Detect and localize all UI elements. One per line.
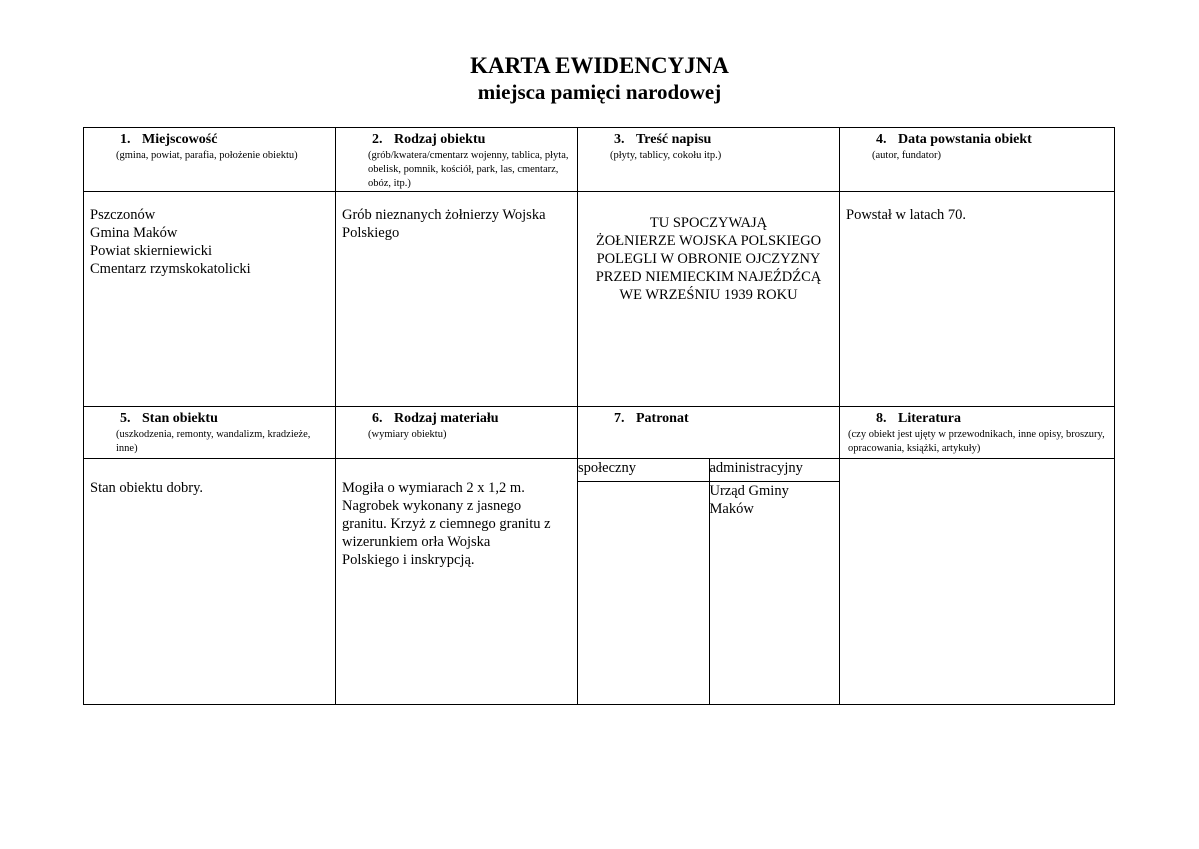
patronage-subtable <box>578 459 840 704</box>
location-line: Gmina Maków <box>90 225 178 241</box>
inscription-line: TU SPOCZYWAJĄ <box>649 215 768 231</box>
condition-cell <box>84 459 336 705</box>
inscription-line: PRZED NIEMIECKIM NAJEŹDŹCĄ <box>595 269 822 285</box>
header-location-hint: (gmina, powiat, parafia, położenie obiektu) <box>116 150 298 161</box>
header-creation-date-hint: (autor, fundator) <box>872 150 941 161</box>
material-line: granitu. Krzyż z ciemnego granitu z <box>342 516 551 532</box>
header-material: 6. Rodzaj materiału (wymiary obiektu) <box>336 407 578 459</box>
inscription-line: POLEGLI W OBRONIE OJCZYZNY <box>596 251 821 267</box>
material-line: wizerunkiem orła Wojska <box>342 534 491 550</box>
material-cell <box>336 459 578 705</box>
header-object-type-hint: (grób/kwatera/cmentarz wojenny, tablica, płyta, obelisk, pomnik, kościół, park, las, cmentarz, obóz, itp.) <box>368 150 569 189</box>
header-creation-date: 4. Data powstania obiekt (autor, fundator) <box>840 128 1115 192</box>
material-line: Polskiego i inskrypcją. <box>342 552 475 568</box>
patronage-admin-line: Urząd Gminy <box>709 482 789 499</box>
card-subtitle: miejsca pamięci narodowej <box>477 80 722 104</box>
material-line: Mogiła o wymiarach 2 x 1,2 m. <box>342 480 525 496</box>
location-cell <box>84 192 336 407</box>
material-line: Nagrobek wykonany z jasnego <box>342 498 522 514</box>
literature-cell <box>840 459 1115 705</box>
record-card-table <box>83 127 1115 705</box>
header-condition-hint: (uszkodzenia, remonty, wandalizm, kradzieże, inne) <box>116 429 311 454</box>
header-inscription-title: Treść napisu <box>636 132 712 147</box>
patronage-admin-label: administracyjny <box>709 459 840 481</box>
header-literature: 8. Literatura (czy obiekt jest ujęty w przewodnikach, inne opisy, broszury, opracowania, książki, artykuły) <box>840 407 1115 459</box>
header-patronage-title: Patronat <box>636 411 689 426</box>
header-inscription: 3. Treść napisu (płyty, tablicy, cokołu itp.) <box>578 128 840 192</box>
header-literature-title: Literatura <box>898 411 961 426</box>
patronage-admin-value <box>709 481 840 704</box>
header-patronage: 7. Patronat <box>578 407 840 459</box>
header-condition: 5. Stan obiektu (uszkodzenia, remonty, wandalizm, kradzieże, inne) <box>84 407 336 459</box>
header-material-hint: (wymiary obiektu) <box>368 429 447 440</box>
header-location: 1. Miejscowość (gmina, powiat, parafia, położenie obiektu) <box>84 128 336 192</box>
header-object-type: 2. Rodzaj obiektu (grób/kwatera/cmentarz wojenny, tablica, płyta, obelisk, pomnik, kościół, park, las, cmentarz, obóz, itp.) <box>336 128 578 192</box>
header-object-type-title: Rodzaj obiektu <box>394 132 486 147</box>
header-material-title: Rodzaj materiału <box>394 411 499 426</box>
object-type-value: Grób nieznanych żołnierzy Wojska Polskiego <box>342 207 546 241</box>
header-location-title: Miejscowość <box>142 132 218 147</box>
object-type-cell <box>336 192 578 407</box>
creation-date-cell <box>840 192 1115 407</box>
location-line: Cmentarz rzymskokatolicki <box>90 261 251 277</box>
patronage-social-value <box>578 481 709 704</box>
location-line: Pszczonów <box>90 207 156 223</box>
location-line: Powiat skierniewicki <box>90 243 213 259</box>
header-condition-title: Stan obiektu <box>142 411 218 426</box>
header-inscription-hint: (płyty, tablicy, cokołu itp.) <box>610 150 722 161</box>
header-literature-hint: (czy obiekt jest ujęty w przewodnikach, inne opisy, broszury, opracowania, książki, artykuły) <box>848 429 1105 454</box>
condition-value: Stan obiektu dobry. <box>90 480 204 496</box>
inscription-line: ŻOŁNIERZE WOJSKA POLSKIEGO <box>595 233 822 249</box>
literature-value <box>840 459 1114 473</box>
patronage-cell <box>578 459 840 705</box>
inscription-cell <box>578 192 840 407</box>
card-title: KARTA EWIDENCYJNA <box>470 53 729 78</box>
inscription-line: WE WRZEŚNIU 1939 ROKU <box>619 287 798 303</box>
patronage-social-label: społeczny <box>578 459 709 481</box>
creation-date-value: Powstał w latach 70. <box>846 207 967 223</box>
patronage-admin-line: Maków <box>709 500 754 517</box>
header-creation-date-title: Data powstania obiekt <box>898 132 1032 147</box>
